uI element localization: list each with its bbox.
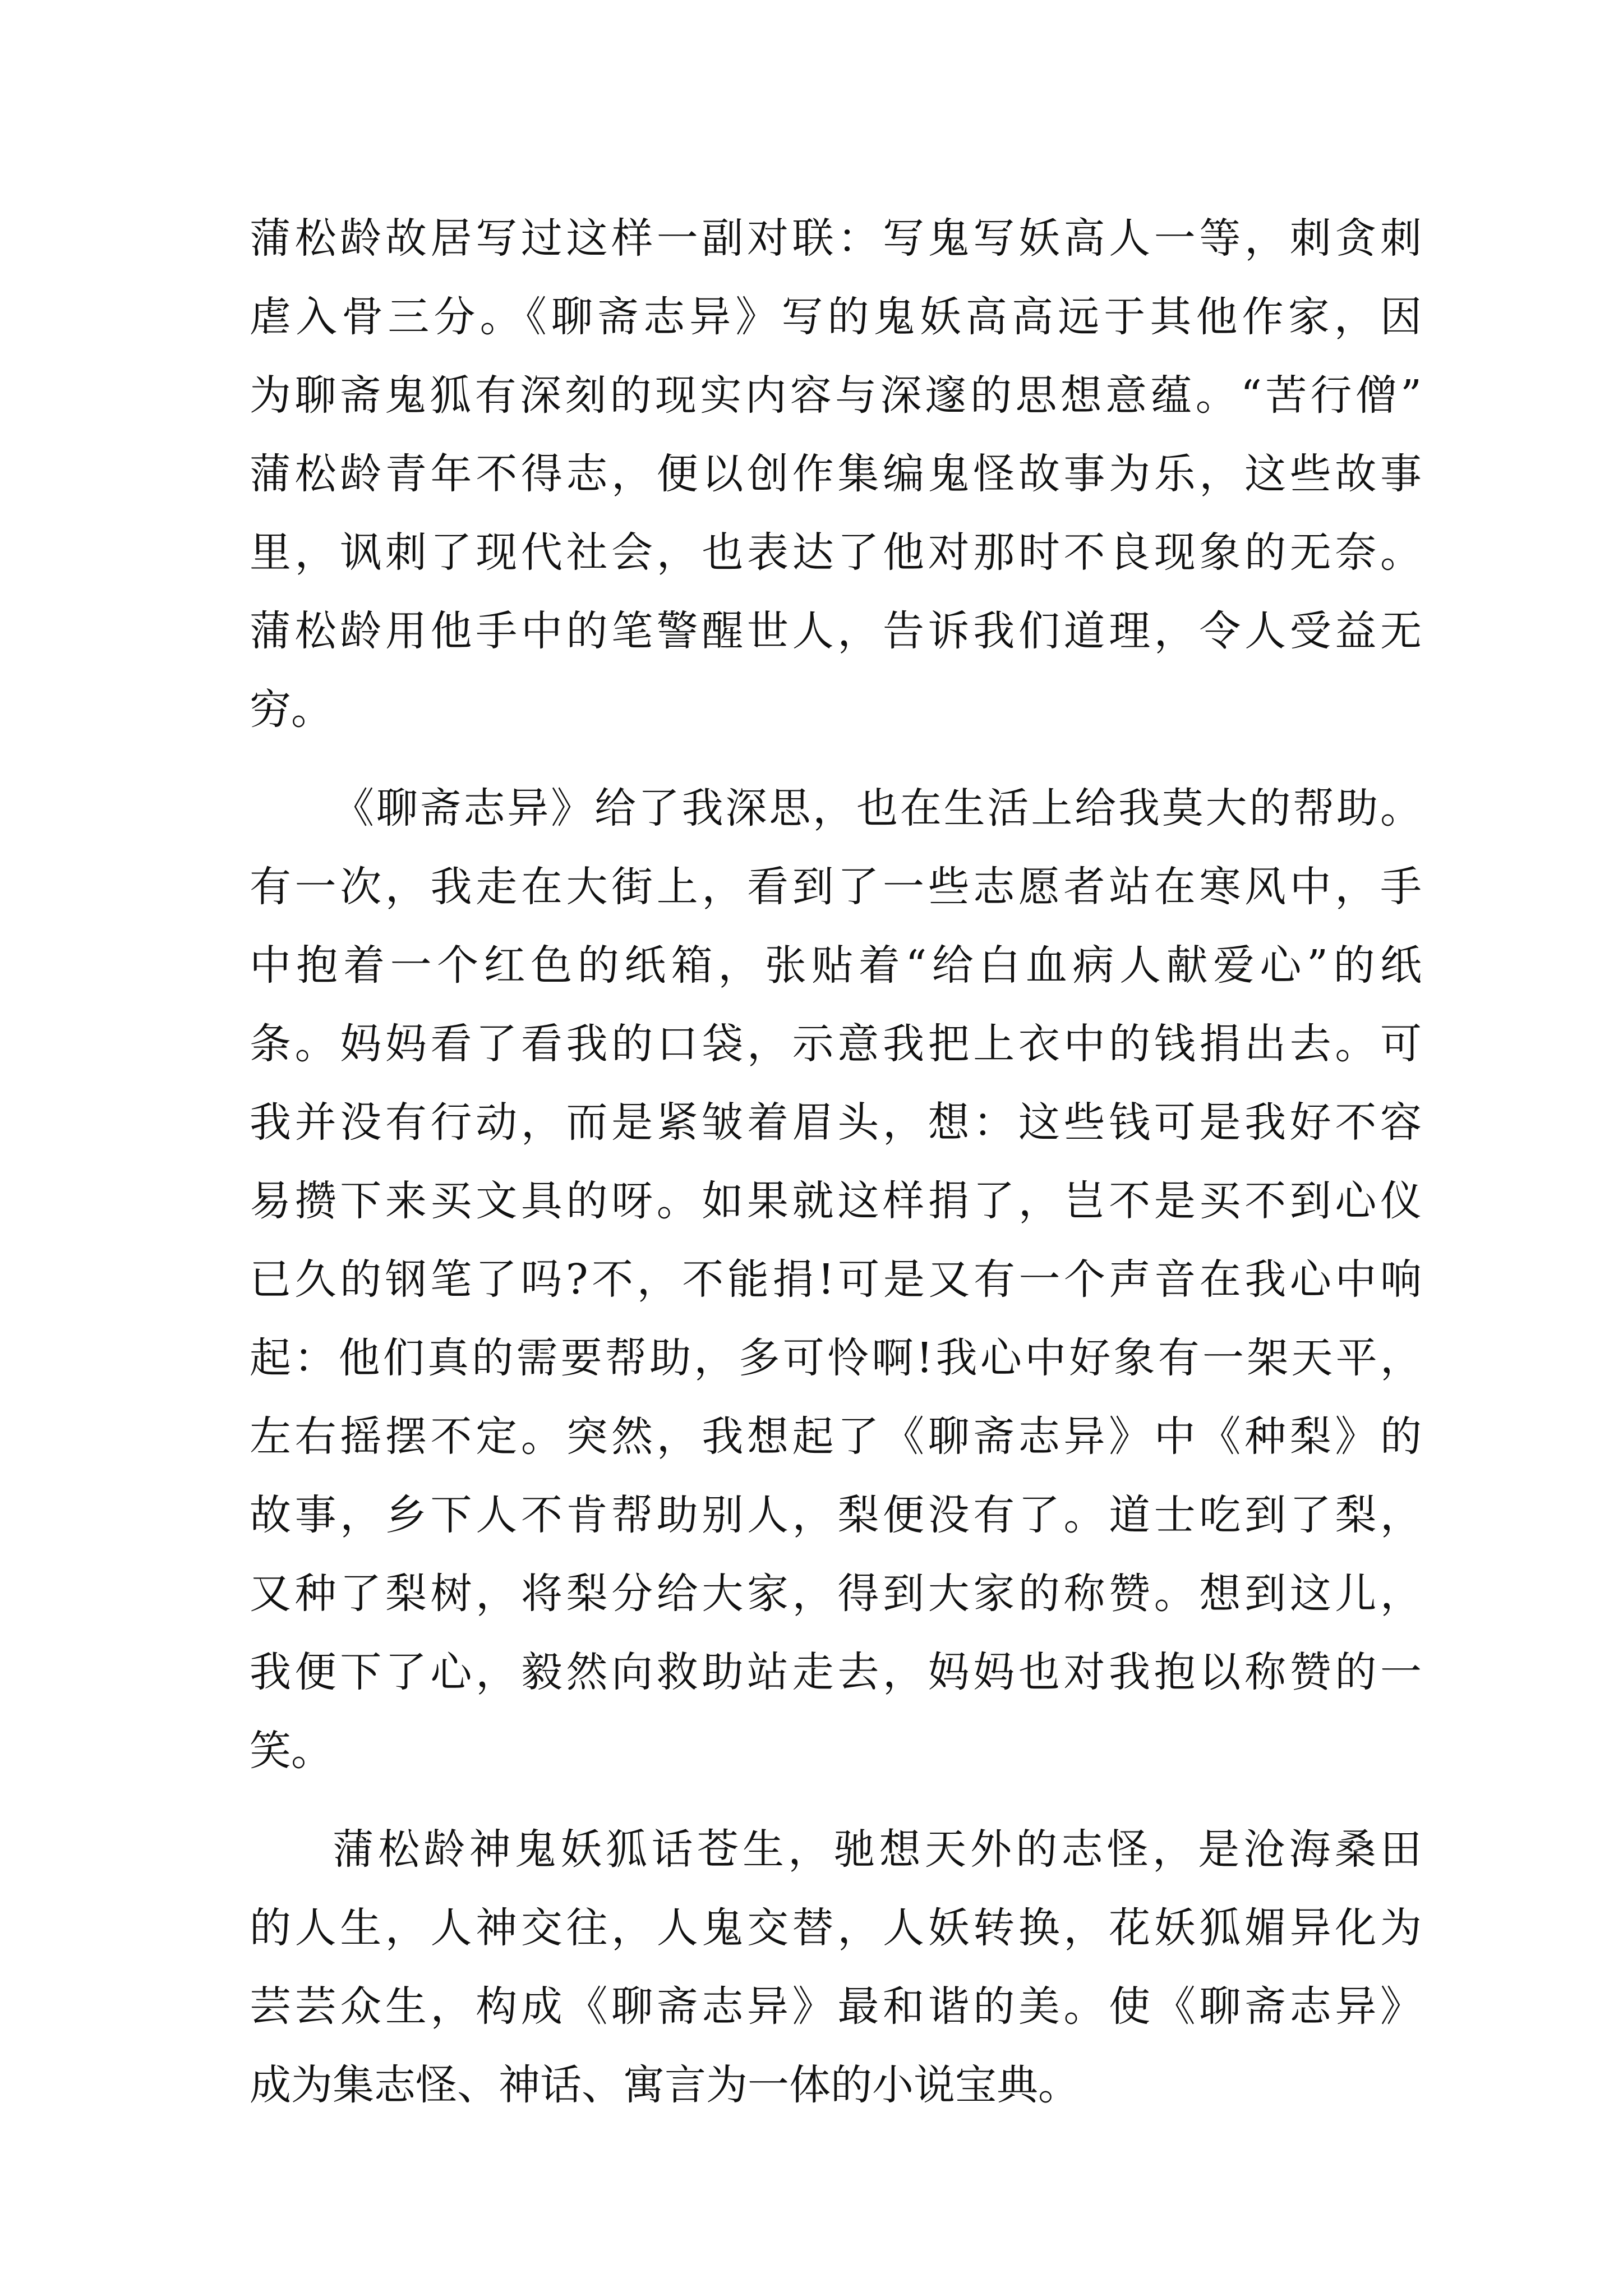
text-line: 有一次，我走在大街上，看到了一些志愿者站在寒风中，手 xyxy=(250,863,1422,911)
text-line: 蒲松龄故居写过这样一副对联：写鬼写妖高人一等，刺贪刺 xyxy=(250,214,1422,263)
text-line: 我并没有行动，而是紧皱着眉头，想：这些钱可是我好不容 xyxy=(250,1098,1422,1147)
text-line: 易攒下来买文具的呀。如果就这样捐了，岂不是买不到心仪 xyxy=(250,1177,1422,1225)
text-line: 蒲松龄神鬼妖狐话苍生，驰想天外的志怪，是沧海桑田 xyxy=(333,1825,1422,1874)
text-line: 《聊斋志异》给了我深思，也在生活上给我莫大的帮助。 xyxy=(333,784,1422,832)
text-line: 里，讽刺了现代社会，也表达了他对那时不良现象的无奈。 xyxy=(250,528,1422,577)
text-line: 故事，乡下人不肯帮助别人，梨便没有了。道士吃到了梨， xyxy=(250,1491,1422,1539)
text-line: 左右摇摆不定。突然，我想起了《聊斋志异》中《种梨》的 xyxy=(250,1412,1422,1461)
text-line: 又种了梨树，将梨分给大家，得到大家的称赞。想到这儿， xyxy=(250,1570,1422,1618)
text-line: 芸芸众生，构成《聊斋志异》最和谐的美。使《聊斋志异》 xyxy=(250,1982,1422,2031)
text-line: 起：他们真的需要帮助，多可怜啊!我心中好象有一架天平， xyxy=(250,1334,1422,1382)
text-line: 条。妈妈看了看我的口袋，示意我把上衣中的钱捐出去。可 xyxy=(250,1020,1422,1068)
text-line: 穷。 xyxy=(250,685,333,734)
text-line: 我便下了心，毅然向救助站走去，妈妈也对我抱以称赞的一 xyxy=(250,1648,1422,1696)
text-line: 成为集志怪、神话、寓言为一体的小说宝典。 xyxy=(250,2061,1080,2109)
text-line: 已久的钢笔了吗?不，不能捐!可是又有一个声音在我心中响 xyxy=(250,1255,1422,1304)
text-line: 笑。 xyxy=(250,1727,333,1775)
text-line: 虐入骨三分。《聊斋志异》写的鬼妖高高远于其他作家，因 xyxy=(250,293,1422,341)
text-line: 为聊斋鬼狐有深刻的现实内容与深邃的思想意蕴。“苦行僧” xyxy=(250,371,1422,420)
text-line: 蒲松龄青年不得志，便以创作集编鬼怪故事为乐，这些故事 xyxy=(250,450,1422,498)
text-line: 蒲松龄用他手中的笔警醒世人，告诉我们道理，令人受益无 xyxy=(250,607,1422,655)
text-line: 的人生，人神交往，人鬼交替，人妖转换，花妖狐媚异化为 xyxy=(250,1904,1422,1952)
text-line: 中抱着一个红色的纸箱，张贴着“给白血病人献爱心”的纸 xyxy=(250,941,1422,990)
